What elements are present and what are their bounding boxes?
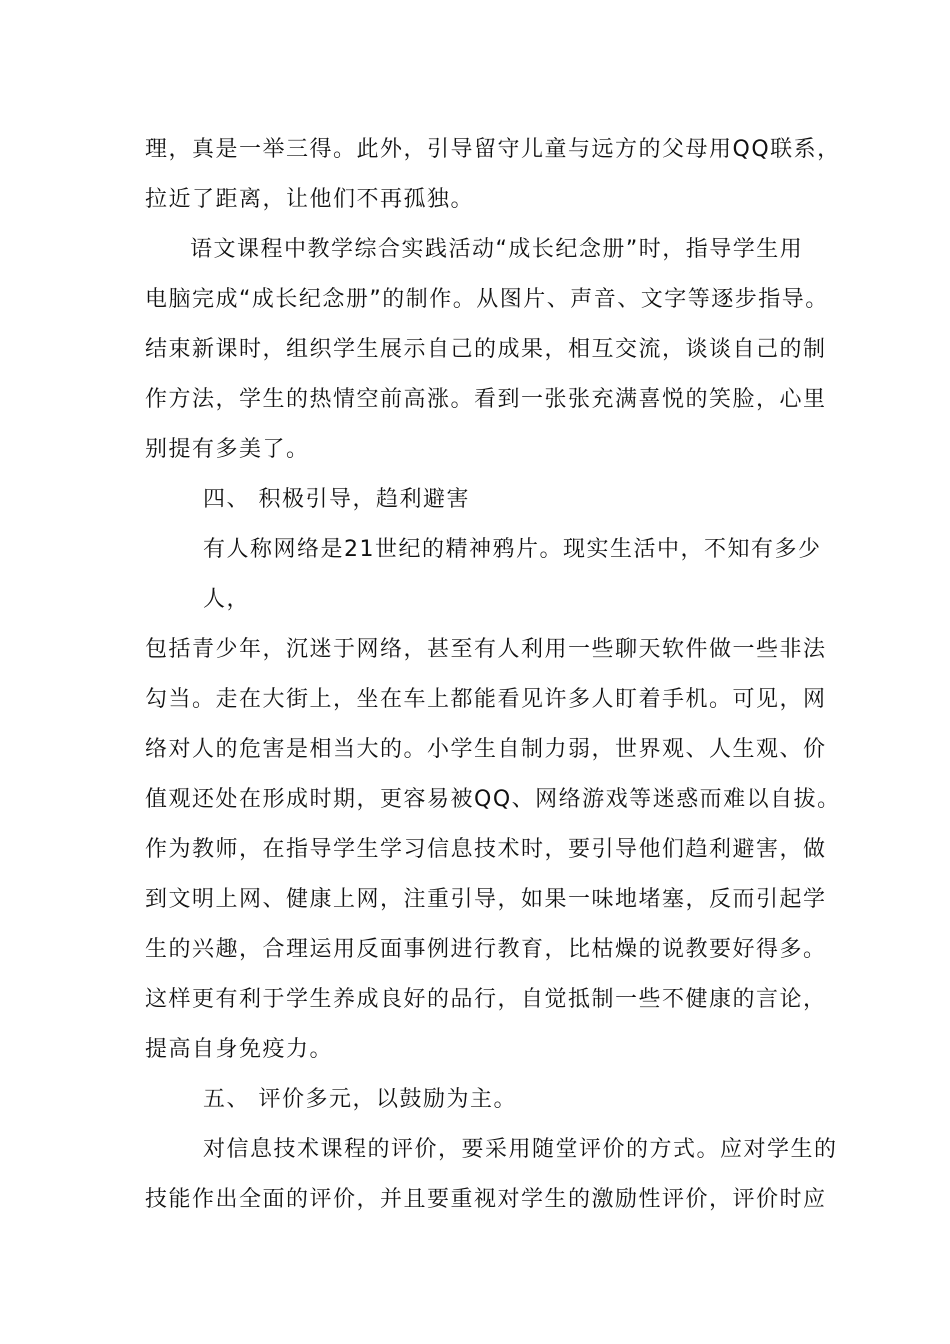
- text-line-1: 理，真是一举三得。此外，引导留守儿童与远方的父母用QQ联系，: [145, 137, 841, 162]
- text-line-5: 结束新课时，组织学生展示自己的成果，相互交流，谈谈自己的制: [145, 337, 827, 362]
- text-line-19: 提高自身免疫力。: [145, 1037, 334, 1062]
- text-line-13: 络对人的危害是相当大的。小学生自制力弱，世界观、人生观、价: [145, 737, 827, 762]
- text-line-14: 值观还处在形成时期，更容易被QQ、网络游戏等迷惑而难以自拔。: [145, 787, 841, 812]
- text-line-2: 拉近了距离，让他们不再孤独。: [145, 187, 475, 212]
- text-line-10: 人，: [203, 587, 251, 612]
- text-line-21: 对信息技术课程的评价，要采用随堂评价的方式。应对学生的: [203, 1137, 838, 1162]
- text-line-15: 作为教师，在指导学生学习信息技术时，要引导他们趋利避害，做: [145, 837, 827, 862]
- text-line-7: 别提有多美了。: [145, 437, 310, 462]
- text-line-4: 电脑完成“成长纪念册”的制作。从图片、声音、文字等逐步指导。: [145, 287, 829, 312]
- section-heading-5: 五、 评价多元，以鼓励为主。: [203, 1087, 517, 1112]
- text-line-9: 有人称网络是21世纪的精神鸦片。现实生活中，不知有多少: [203, 537, 822, 562]
- text-line-18: 这样更有利于学生养成良好的品行，自觉抵制一些不健康的言论，: [145, 987, 827, 1012]
- text-line-11: 包括青少年，沉迷于网络，甚至有人利用一些聊天软件做一些非法: [145, 637, 827, 662]
- text-line-16: 到文明上网、健康上网，注重引导，如果一味地堵塞，反而引起学: [145, 887, 827, 912]
- text-line-6: 作方法，学生的热情空前高涨。看到一张张充满喜悦的笑脸，心里: [145, 387, 827, 412]
- text-line-22: 技能作出全面的评价，并且要重视对学生的激励性评价，评价时应: [145, 1187, 827, 1212]
- text-line-3: 语文课程中教学综合实践活动“成长纪念册”时，指导学生用: [190, 237, 804, 262]
- text-line-12: 勾当。走在大街上，坐在车上都能看见许多人盯着手机。可见，网: [145, 687, 827, 712]
- section-heading-4: 四、 积极引导，趋利避害: [203, 487, 470, 512]
- text-line-17: 生的兴趣，合理运用反面事例进行教育，比枯燥的说教要好得多。: [145, 937, 827, 962]
